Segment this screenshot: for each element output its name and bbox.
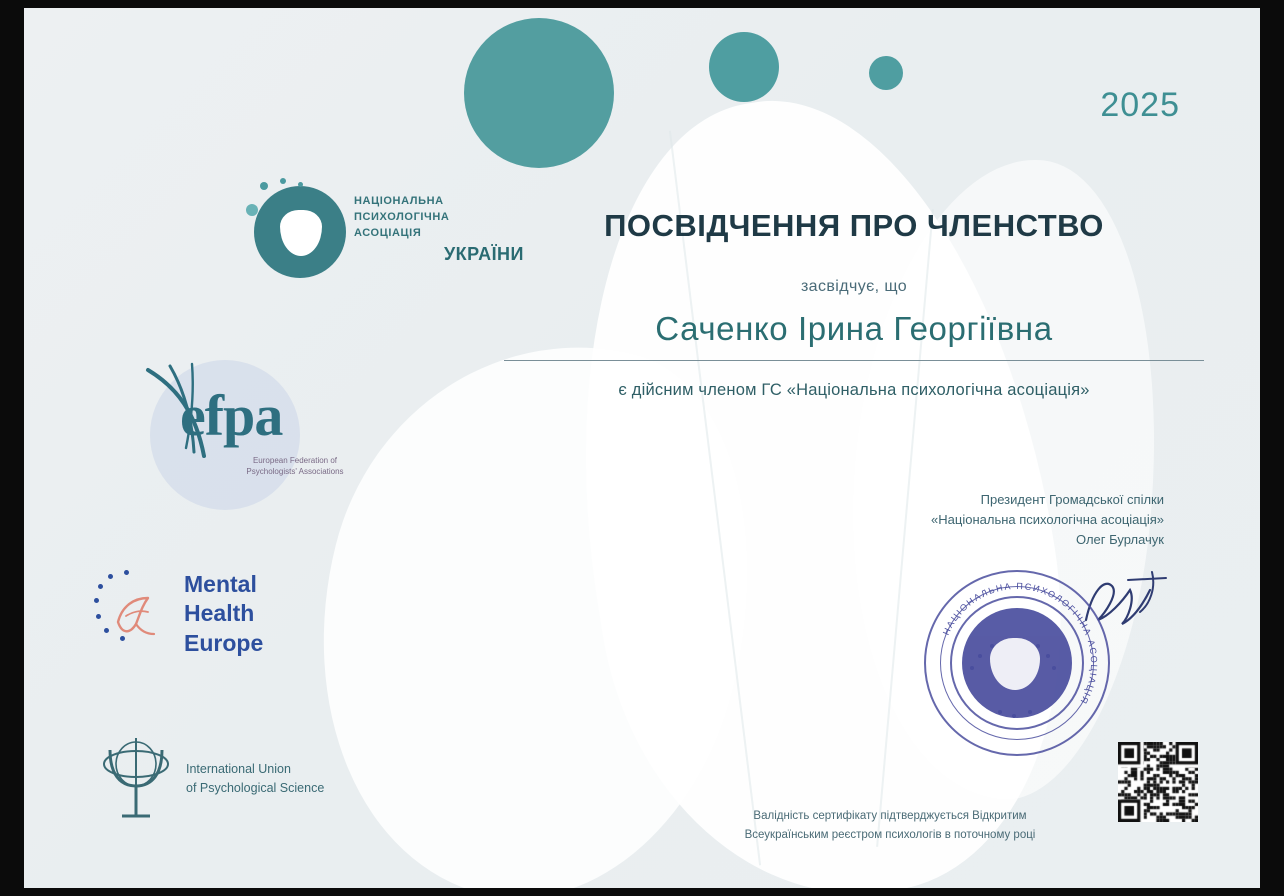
mhe-line-3: Europe <box>184 629 264 656</box>
efpa-subtitle-line-2: Psychologists' Associations <box>246 466 344 476</box>
mhe-line-2: Health <box>184 600 255 627</box>
efpa-subtitle-line-1: European Federation of <box>252 456 338 465</box>
signature-block <box>931 490 1164 550</box>
name-underline <box>504 360 1204 361</box>
year-label: 2025 <box>1100 86 1180 124</box>
npa-dot-icon <box>280 178 286 184</box>
mhe-wordmark <box>184 570 263 658</box>
seal-text-path: НАЦІОНАЛЬНА ПСИХОЛОГІЧНА АСОЦІАЦІЯ <box>940 580 1100 707</box>
circle-decoration-small <box>869 56 903 90</box>
membership-certificate <box>24 8 1260 888</box>
certificate-title: ПОСВІДЧЕННЯ ПРО ЧЛЕНСТВО <box>604 208 1104 243</box>
iupsys-line-2: of Psychological Science <box>186 781 325 796</box>
certificate-subtitle: засвідчує, що <box>800 278 908 295</box>
logo-mental-health-europe <box>86 560 366 670</box>
npa-emblem-icon <box>254 186 346 278</box>
verification-qr-code[interactable] <box>1118 742 1198 822</box>
signature-line-2: «Національна психологічна асоціація» <box>931 512 1164 528</box>
npa-line-2: ПСИХОЛОГІЧНА <box>354 210 450 223</box>
logo-national-psychological-association <box>236 178 526 288</box>
npa-dot-icon <box>260 182 268 190</box>
efpa-wordmark: efpa <box>180 383 283 448</box>
circle-decoration-medium <box>709 32 779 102</box>
iupsys-emblem-icon <box>96 734 176 820</box>
validity-note-line-1: Валідність сертифікату підтверджується Відкритим <box>753 809 1027 822</box>
npa-line-4: УКРАЇНИ <box>443 243 524 264</box>
seal-dot-decorations <box>924 570 1110 756</box>
validity-note-line-2: Всеукраїнським реєстром психологів в поточному році <box>744 829 1036 842</box>
npa-line-3: АСОЦІАЦІЯ <box>354 226 422 239</box>
logo-international-union-psychological-science <box>90 734 390 834</box>
npa-dot-icon <box>246 204 258 216</box>
mhe-line-1: Mental <box>184 571 257 597</box>
certificate-text-block <box>494 208 1214 400</box>
signature-line-3: Олег Бурлачук <box>1075 532 1164 548</box>
membership-statement: є дійсним членом ГС «Національна психологічна асоціація» <box>618 381 1090 399</box>
signature-line-1: Президент Громадської спілки <box>980 492 1164 507</box>
iupsys-wordmark <box>186 760 324 799</box>
official-seal <box>924 570 1110 756</box>
validity-note <box>680 807 1100 846</box>
logo-efpa <box>134 356 374 486</box>
iupsys-line-1: International Union <box>186 762 291 776</box>
npa-line-1: НАЦІОНАЛЬНА <box>354 195 444 207</box>
npa-dot-icon <box>298 182 303 187</box>
efpa-subtitle <box>220 456 370 478</box>
mhe-bird-icon <box>96 576 172 652</box>
circle-decoration-large <box>464 18 614 168</box>
npa-wordmark <box>354 194 524 265</box>
recipient-name: Саченко Ірина Георгіївна <box>655 310 1053 347</box>
